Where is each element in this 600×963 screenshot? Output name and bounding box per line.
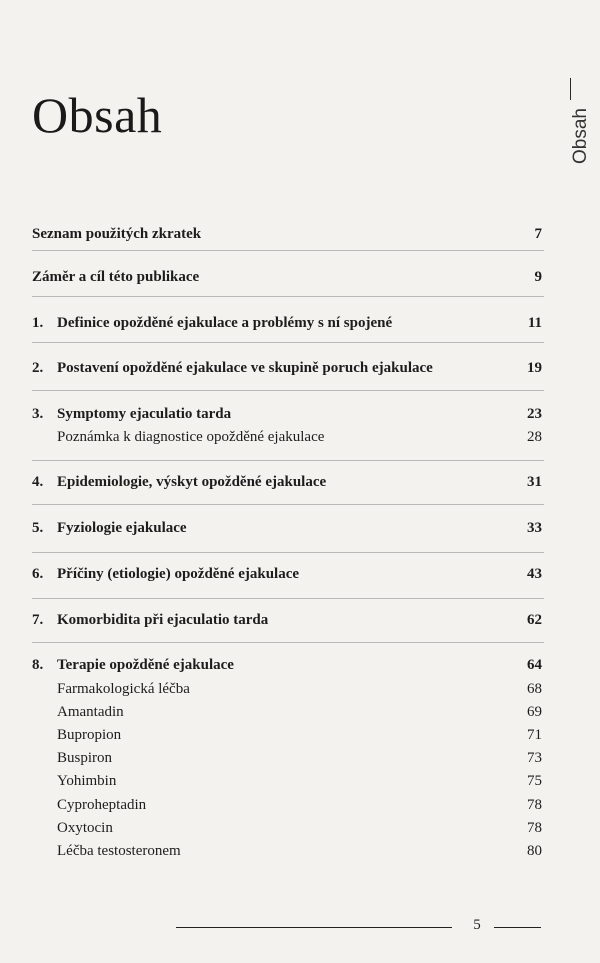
toc-entry[interactable] (32, 611, 542, 629)
toc-divider (32, 598, 544, 599)
toc-entry-page: 28 (527, 429, 542, 445)
toc-entry-page: 7 (534, 226, 542, 242)
toc-divider (32, 460, 544, 461)
toc-entry-label: 8. Terapie opožděné ejakulace (32, 657, 234, 673)
toc-subentry[interactable] (32, 726, 542, 744)
toc-entry-page: 78 (527, 797, 542, 813)
toc-entry-label: Yohimbin (57, 773, 117, 789)
toc-subentry[interactable] (32, 680, 542, 698)
toc-entry[interactable] (32, 565, 542, 583)
toc-divider (32, 296, 544, 297)
toc-subentry[interactable] (32, 842, 542, 860)
toc-entry-label: Poznámka k diagnostice opožděné ejakulace (57, 429, 325, 445)
toc-entry-page: 33 (527, 520, 542, 536)
toc-divider (32, 552, 544, 553)
toc-entry-label: 2. Postavení opožděné ejakulace ve skupině poruch ejakulace (32, 360, 433, 376)
toc-entry-label: 4. Epidemiologie, výskyt opožděné ejakulace (32, 474, 327, 490)
toc-entry-label: Farmakologická léčba (57, 681, 190, 697)
toc-entry-page: 11 (527, 315, 542, 331)
footer-rule-right (494, 927, 541, 928)
toc-entry-label: Oxytocin (57, 820, 113, 836)
toc-entry-label: Záměr a cíl této publikace (32, 269, 200, 285)
toc-divider (32, 250, 544, 251)
toc-entry-label: Léčba testosteronem (57, 843, 181, 859)
toc-divider (32, 504, 544, 505)
toc-entry-page: 80 (527, 843, 542, 859)
page-title: Obsah (32, 87, 163, 143)
toc-entry-page: 64 (527, 657, 542, 673)
toc-entry-label: Seznam použitých zkratek (32, 226, 202, 242)
toc-entry[interactable] (32, 405, 542, 423)
toc-entry-label: Buspiron (57, 750, 113, 766)
toc-entry-page: 31 (527, 474, 542, 490)
footer-rule-left (176, 927, 452, 928)
toc-entry[interactable] (32, 314, 542, 332)
toc-entry[interactable] (32, 359, 542, 377)
toc-entry-page: 9 (534, 269, 542, 285)
toc-entry-page: 78 (527, 820, 542, 836)
toc-subentry[interactable] (32, 796, 542, 814)
toc-entry-label: Bupropion (57, 727, 122, 743)
side-tab-rule (570, 78, 571, 100)
toc-entry[interactable] (32, 656, 542, 674)
toc-entry-page: 68 (527, 681, 542, 697)
toc-subentry[interactable] (32, 749, 542, 767)
toc-entry[interactable] (32, 519, 542, 537)
toc-entry-page: 71 (527, 727, 542, 743)
toc-entry-label: Cyproheptadin (57, 797, 147, 813)
page-number: 5 (473, 917, 481, 933)
toc-entry-page: 62 (527, 612, 542, 628)
toc-entry[interactable] (32, 225, 542, 243)
toc-divider (32, 642, 544, 643)
toc-entry[interactable] (32, 268, 542, 286)
toc-entry-label: 3. Symptomy ejaculatio tarda (32, 406, 232, 422)
toc-subentry[interactable] (32, 772, 542, 790)
toc-entry-page: 75 (527, 773, 542, 789)
toc-entry-label: Amantadin (57, 704, 124, 720)
toc-subentry[interactable] (32, 819, 542, 837)
toc-entry[interactable] (32, 473, 542, 491)
toc-entry-label: 7. Komorbidita při ejaculatio tarda (32, 612, 269, 628)
toc-entry-page: 23 (527, 406, 542, 422)
toc-entry-page: 43 (527, 566, 542, 582)
toc-subentry[interactable] (32, 703, 542, 721)
toc-divider (32, 390, 544, 391)
toc-divider (32, 342, 544, 343)
toc-entry-page: 19 (527, 360, 542, 376)
toc-entry-page: 69 (527, 704, 542, 720)
toc-entry-label: 1. Definice opožděné ejakulace a problémy s ní spojené (32, 315, 393, 331)
toc-entry-label: 6. Příčiny (etiologie) opožděné ejakulace (32, 566, 300, 582)
toc-subentry[interactable] (32, 428, 542, 446)
toc-entry-label: 5. Fyziologie ejakulace (32, 520, 187, 536)
toc-entry-page: 73 (527, 750, 542, 766)
